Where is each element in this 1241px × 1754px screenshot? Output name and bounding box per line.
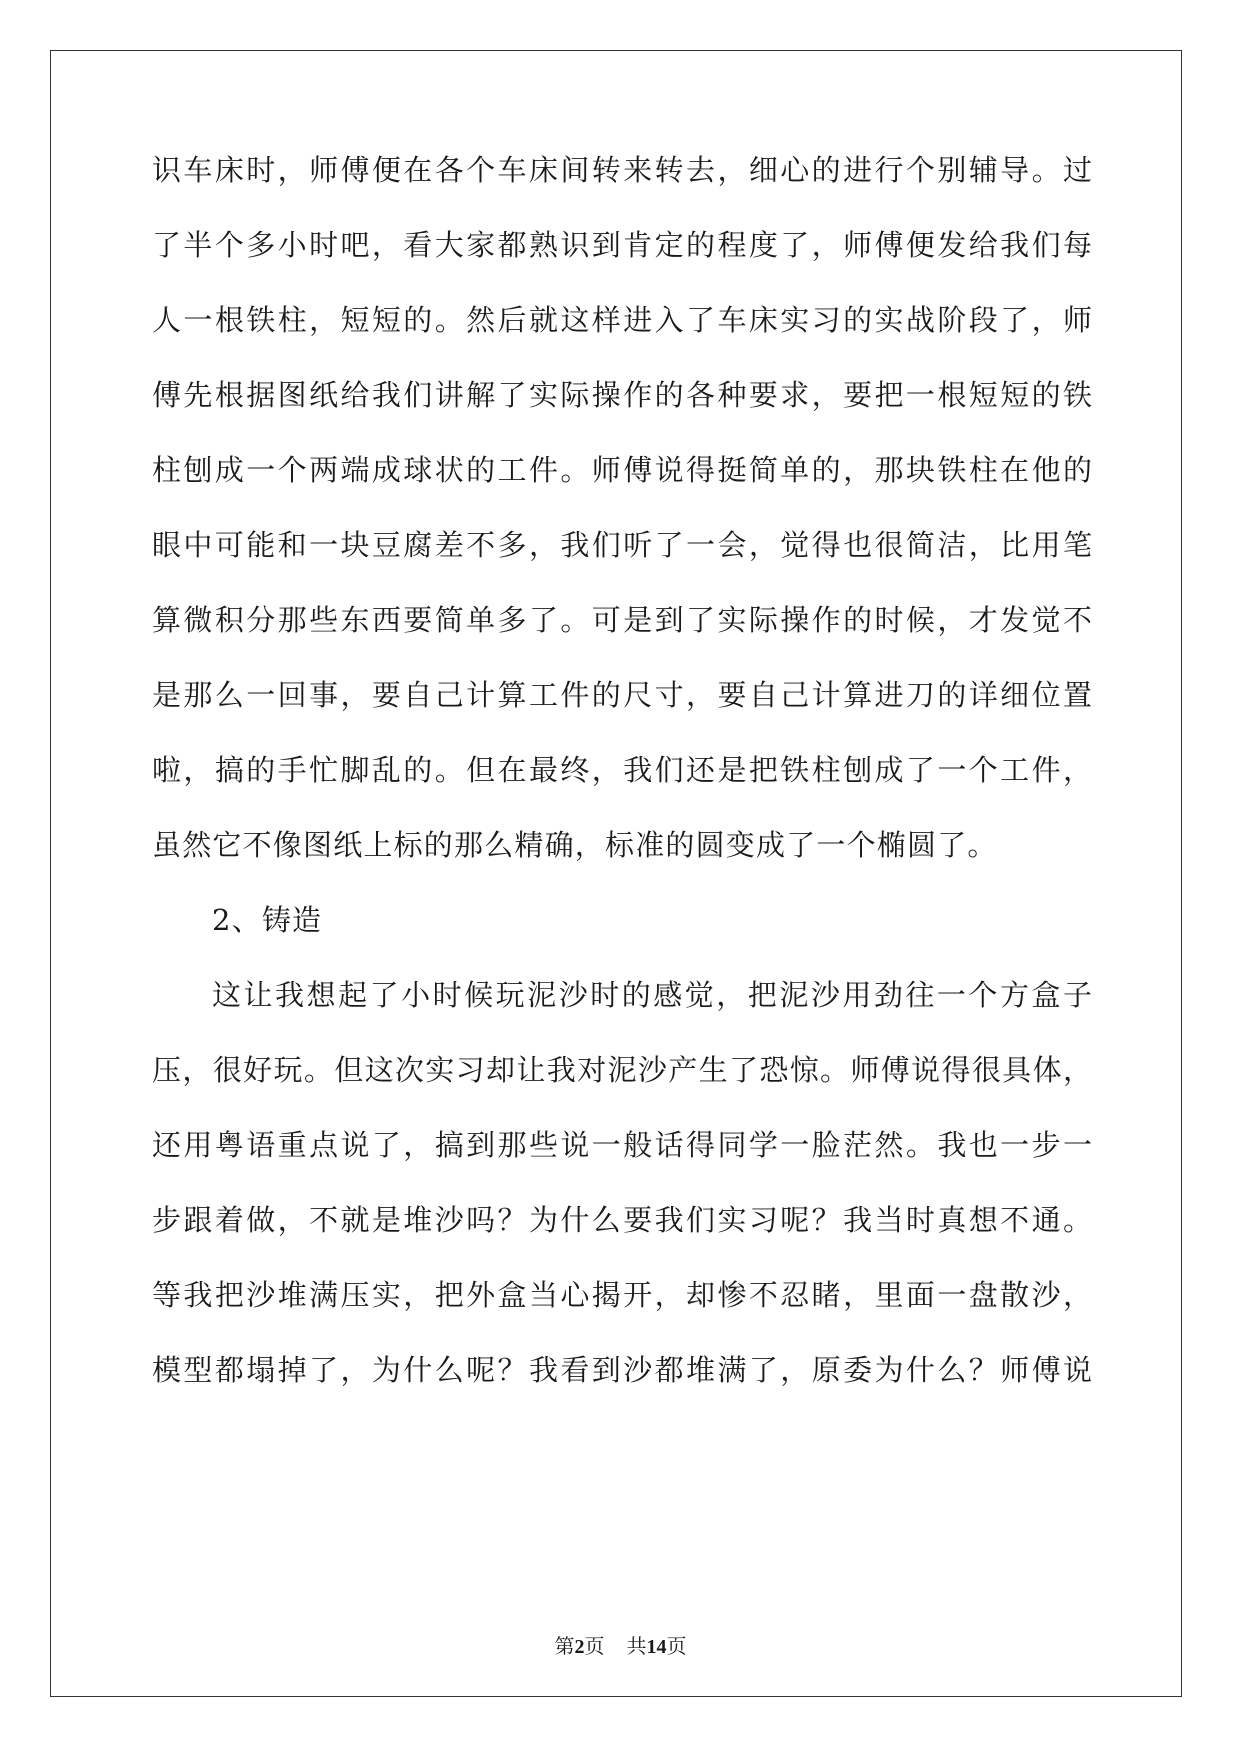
body-line-4: 傅先根据图纸给我们讲解了实际操作的各种要求，要把一根短短的铁 (152, 378, 1092, 412)
body-line-2: 了半个多小时吧，看大家都熟识到肯定的程度了，师傅便发给我们每 (152, 228, 1092, 262)
footer-total-pages: 14 (646, 1636, 667, 1658)
body-line-16: 等我把沙堆满压实，把外盒当心揭开，却惨不忍睹，里面一盘散沙， (152, 1278, 1092, 1312)
body-line-1: 识车床时，师傅便在各个车床间转来转去，细心的进行个别辅导。过 (152, 153, 1092, 187)
body-line-13: 压，很好玩。但这次实习却让我对泥沙产生了恐惊。师傅说得很具体， (152, 1053, 1092, 1087)
body-line-14: 还用粤语重点说了，搞到那些说一般话得同学一脸茫然。我也一步一 (152, 1128, 1092, 1162)
footer-total-prefix: 共 (626, 1634, 647, 1658)
body-line-7: 算微积分那些东西要简单多了。可是到了实际操作的时候，才发觉不 (152, 603, 1092, 637)
page-footer (0, 1633, 1241, 1660)
body-line-17: 模型都塌掉了，为什么呢？我看到沙都堆满了，原委为什么？师傅说 (152, 1353, 1092, 1387)
body-line-5: 柱刨成一个两端成球状的工件。师傅说得挺简单的，那块铁柱在他的 (152, 453, 1092, 487)
footer-prefix: 第 (554, 1634, 575, 1658)
body-line-15: 步跟着做，不就是堆沙吗？为什么要我们实习呢？我当时真想不通。 (152, 1203, 1092, 1237)
footer-total-suffix: 页 (666, 1634, 687, 1658)
section-heading-casting: 2、铸造 (212, 903, 323, 937)
body-line-10: 虽然它不像图纸上标的那么精确，标准的圆变成了一个椭圆了。 (152, 828, 998, 862)
body-line-3: 人一根铁柱，短短的。然后就这样进入了车床实习的实战阶段了，师 (152, 303, 1092, 337)
body-line-12: 这让我想起了小时候玩泥沙时的感觉，把泥沙用劲往一个方盒子 (212, 978, 1092, 1012)
footer-page-number: 2 (574, 1636, 585, 1658)
body-line-9: 啦，搞的手忙脚乱的。但在最终，我们还是把铁柱刨成了一个工件， (152, 753, 1092, 787)
body-line-8: 是那么一回事，要自己计算工件的尺寸，要自己计算进刀的详细位置 (152, 678, 1092, 712)
footer-page-suffix: 页 (584, 1634, 605, 1658)
body-line-6: 眼中可能和一块豆腐差不多，我们听了一会，觉得也很简洁，比用笔 (152, 528, 1092, 562)
page-border (50, 50, 1182, 1697)
